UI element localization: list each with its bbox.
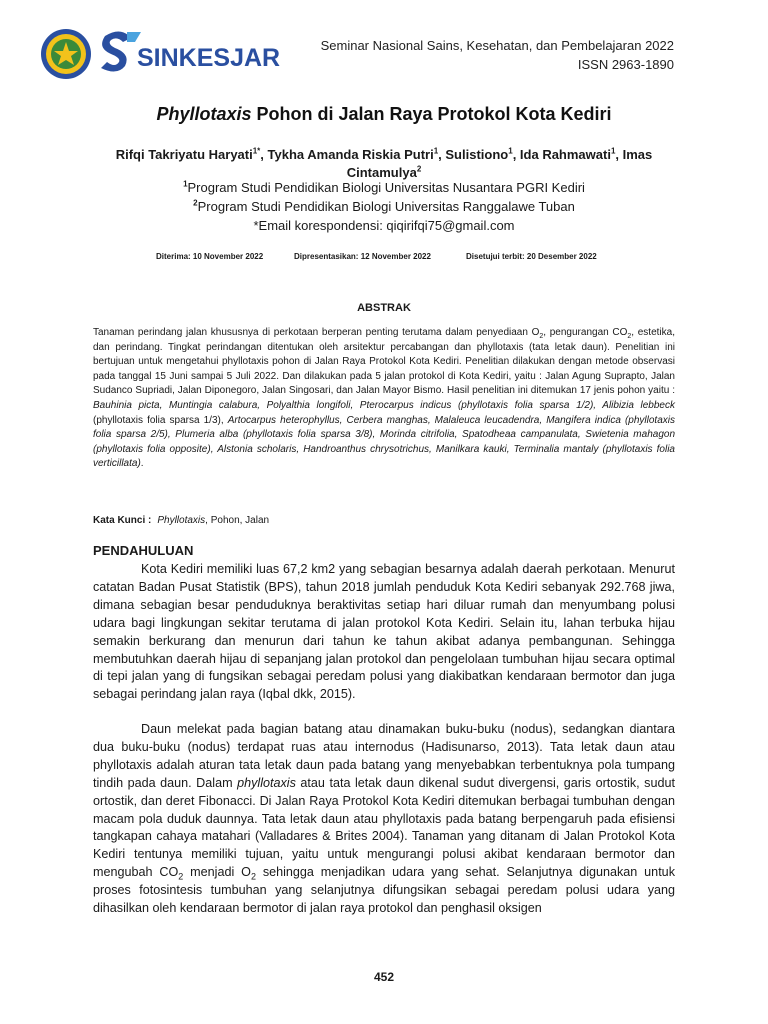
author-sep: , xyxy=(438,147,446,162)
text-run: Daun melekat pada bagian batang atau dinamakan buku-buku (nodus), sedangkan diantara dua buku-buku (nodus) terdapat ruas atau internodus (Hadisunarso, 2013). Tata letak daun atau phyllotaxis adalah aturan tata letak daun pada batang yang menyebabkan terbentuknya pola tumpang tindih pada daun. Dalam xyxy=(93,722,675,790)
affiliation-1 xyxy=(0,180,768,195)
title-italic: Phyllotaxis xyxy=(156,104,252,124)
section-heading: PENDAHULUAN xyxy=(93,543,194,558)
seminar-name: Seminar Nasional Sains, Kesehatan, dan Pembelajaran 2022 xyxy=(320,38,674,53)
abstract-text: . xyxy=(140,458,144,470)
abstract-heading: ABSTRAK xyxy=(357,302,411,314)
university-seal-logo xyxy=(40,28,92,80)
abstract-text: Tanaman perindang jalan khususnya di perkotaan berperan penting terutama dalam penyediaan O xyxy=(93,327,540,338)
date-received: Diterima: 10 November 2022 xyxy=(156,252,264,261)
keywords-label: Kata Kunci : xyxy=(93,515,152,526)
keywords-rest: , Pohon, Jalan xyxy=(205,515,270,526)
paragraph-1 xyxy=(93,561,675,704)
author-sep: , xyxy=(260,147,268,162)
author-sup: 1 xyxy=(433,146,439,156)
abstract-text: (phyllotaxis folia sparsa 1/3), xyxy=(93,414,228,426)
author-sep: , xyxy=(615,147,623,162)
logo-wordmark: SINKESJAR xyxy=(137,44,281,72)
paper-title xyxy=(0,104,768,125)
text-run: menjadi O xyxy=(183,865,251,880)
author-name: Tykha Amanda Riskia Putri xyxy=(267,147,434,162)
sinkesjar-logo xyxy=(97,28,281,74)
abstract-text: , pengurangan CO xyxy=(543,327,628,338)
affiliation-sup: 2 xyxy=(193,198,198,208)
paragraph-2 xyxy=(93,721,675,918)
abstract-body xyxy=(93,326,675,472)
affiliation-text: Program Studi Pendidikan Biologi Universitas Nusantara PGRI Kediri xyxy=(187,180,585,195)
author-name: Rifqi Takriyatu Haryati xyxy=(115,147,253,162)
keyword-italic: Phyllotaxis xyxy=(157,515,206,526)
subscript: 2 xyxy=(178,871,184,882)
paragraph-text: Kota Kediri memiliki luas 67,2 km2 yang sebagian besarnya adalah daerah perkotaan. Menurut catatan Badan Pusat Statistik (BPS), tahun 2018 jumlah penduduk Kota Kediri sebanyak 292.768 jiwa, dimana sebagian besar penduduknya beraktivitas setiap hari diluar rumah dan menyumbang polusi udara bagi lingkungan sekitar terutama di jalan protokol Kota Kediri. Selain itu, lahan terbuka hijau semakin berkurang dan menurun dari tahun ke tahun akibat adanya pembangunan. Sehingga membutuhkan daerah hijau di sepanjang jalan protokol dan pengelolaan tumbuhan hijau secara optimal di tepi jalan yang di fungsikan sebagai peredam polusi yang diakibatkan kendaraan bermotor dan juga sebagai perindang jalan raya (Iqbal dkk, 2015). xyxy=(93,562,675,702)
title-rest: Pohon di Jalan Raya Protokol Kota Kediri xyxy=(251,104,612,124)
author-sep: , xyxy=(512,147,520,162)
abstract-text: , estetika, dan perindang. Tingkat perindangan ditentukan oleh arsitektur percabangan dan phyllotaxis (tata letak daun). Penelitian ini bertujuan untuk mengetahui phyllotaxis pohon di Jalan Raya Protokol Kota Kediri. Penelitian dilakukan dengan metode observasi pada tanggal 15 Juni sampai 5 Juli 2022. Dan dilakukan pada 5 jalan protokol di Kota Kediri, yaitu : Jalan Agung Suprapto, Jalan Sudanco Supriadi, Jalan Diponegoro, Jalan Singosari, dan Jalan Mayor Bismo. Hasil penelitian ini ditemukan 17 jenis pohon yaitu : xyxy=(93,327,675,397)
correspondence-email: *Email korespondensi: qiqirifqi75@gmail.com xyxy=(253,218,515,233)
affiliation-sup: 1 xyxy=(183,179,188,189)
author-sup: 2 xyxy=(416,164,422,174)
affiliation-text: Program Studi Pendidikan Biologi Universitas Ranggalawe Tuban xyxy=(197,199,575,214)
page-number: 452 xyxy=(373,970,395,984)
date-presented: Dipresentasikan: 12 November 2022 xyxy=(294,252,431,261)
subscript: 2 xyxy=(539,333,544,340)
subscript: 2 xyxy=(627,333,632,340)
author-list xyxy=(96,146,672,182)
text-italic: phyllotaxis xyxy=(237,775,296,790)
text-run: sehingga menjadikan udara yang sehat. Selanjutnya digunakan untuk proses fotosintesis tumbuhan yang selanjutnya difungsikan sebagai peredam polusi udara yang dihasilkan oleh kendaraan bermotor di jalan raya protokol dan penghasil oksigen xyxy=(93,865,675,916)
paragraph-text xyxy=(93,721,675,918)
author-name: Imas Cintamulya xyxy=(346,147,653,180)
date-approved: Disetujui terbit: 20 Desember 2022 xyxy=(466,252,597,261)
author-sup: 1* xyxy=(252,146,261,156)
author-sup: 1 xyxy=(610,146,616,156)
author-name: Ida Rahmawati xyxy=(519,147,611,162)
issn: ISSN 2963-1890 xyxy=(577,57,674,72)
author-sup: 1 xyxy=(508,146,513,156)
affiliation-2 xyxy=(0,199,768,214)
species-list: Artocarpus heterophyllus, Cerbera manghas, Malaleuca leucadendra, Mangifera indica (phyllotaxis folia sparsa 2/5), Plumeria alba (phyllotaxis folia sparsa 3/8), Morinda citrifolia, Spatodheaa campanulata, Swietenia mahagon (phyllotaxis folia opposite), Alstonia scholaris, Handroanthus chrysotrichus, Manilkara kauki, Terminalia mantaly (phyllotaxis folia verticillata) xyxy=(93,414,675,470)
subscript: 2 xyxy=(250,871,256,882)
species-list: Bauhinia picta, Muntingia calabura, Polyalthia longifoli, Pterocarpus indicus (phyllotaxis folia sparsa 1/2), Alibizia lebbeck xyxy=(93,399,675,411)
text-run: atau tata letak daun dikenal sudut divergensi, garis ortostik, sudut ortostik, dan deret Fibonacci. Di Jalan Raya Protokol Kota Kediri ditemukan berbagai tumbuhan dengan macam pola duduk daunnya. Tata letak daun atau phyllotaxis pada batang berpengaruh pada efisiensi tangkapan cahaya matahari (Valladares & Brites 2004). Tanaman yang ditanam di Jalan Protokol Kota Kediri tentunya memiliki tujuan, yaitu untuk mengurangi polusi akibat kendaraan bermotor dan mengubah CO xyxy=(93,775,675,880)
keywords xyxy=(93,515,269,526)
author-name: Sulistiono xyxy=(445,147,509,162)
journal-header xyxy=(321,36,674,74)
